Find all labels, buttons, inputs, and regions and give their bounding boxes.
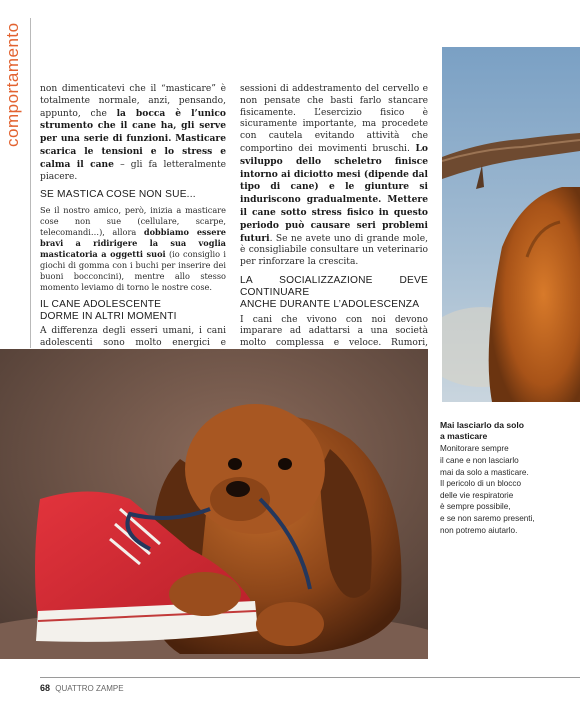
paragraph-mastica: Se il nostro amico, però, inizia a masticare cose non sue (cellulare, scarpe, telecomandi…), allora dobbiamo essere bravi a ridirigere la sua voglia masticatoria a oggetti suoi (io consiglio i giochi di gomma con i buchi per inserire dei buoni bocconcini), mentre allo stesso momento leviamo di torno le nostre cose. [40,204,226,292]
caption-line: delle vie respiratorie [440,490,514,500]
caption-title: Mai lasciarlo da solo a masticare [440,420,525,442]
heading-socializzazione: LA SOCIALIZZAZIONE DEVE CONTINUARE ANCHE DURANTE L’ADOLESCENZA [240,274,428,311]
heading-adolescente: IL CANE ADOLESCENTE DORME IN ALTRI MOMENTI [40,298,177,322]
photo-caption [440,420,560,536]
paragraph-intro: non dimenticatevi che il “masticare” è totalmente normale, anzi, pensando, appunto, che la bocca è l’unico strumento che il cane ha, gli serve per una serie di funzioni. Masticare scarica le tensioni e lo stress e calma il cane – gli fa letteralmente piacere. [40,84,227,182]
heading-mastica: SE MASTICA COSE NON SUE... [40,189,196,201]
paragraph-addestramento: sessioni di addestramento del cervello e non pensate che basti farlo stancare fisicamente. L’esercizio fisico è sicuramente importante, ma procedete con cautela evitando attività che comportino dei movimenti bruschi. Lo sviluppo dello scheletro finisce intorno ai diciotto mesi (dipende dal tipo di cane) e le giunture si induriscono gradualmente. Mettere il cane sotto stress fisico in questo periodo può causare seri problemi futuri. Se ne avete uno di grande mole, è consigliabile consultare un veterinario per rinforzare la crescita. [240,84,428,268]
caption-line: Il pericolo di un blocco [440,479,522,489]
photo-dog-with-branch [442,47,580,402]
caption-line: e se non saremo presenti, [440,513,535,523]
photo-puppy-with-sneaker [0,349,428,659]
section-label: comportamento [3,22,22,147]
puppy-sneaker-illustration [0,349,428,659]
magazine-name: QUATTRO ZAMPE [55,684,124,693]
caption-line: non potremo aiutarlo. [440,525,518,535]
vertical-divider [30,18,31,348]
caption-line: il cane e non lasciarlo [440,456,519,465]
dog-branch-illustration [442,47,580,402]
paragraph-adolescente: A differenza degli esseri umani, i cani adolescenti sono molto energici e [40,325,226,348]
page-number: 68 [40,683,51,693]
caption-line: è sempre possibile, [440,502,511,512]
caption-line: Monitorare sempre [440,444,509,454]
caption-line: mai da solo a masticare. [440,467,529,477]
page-footer [40,683,124,693]
paragraph-socializzazione: I cani che vivono con noi devono imparare ad adattarsi a una società molto complessa e veloce. Rumori, [240,314,428,349]
footer-divider [40,677,580,678]
